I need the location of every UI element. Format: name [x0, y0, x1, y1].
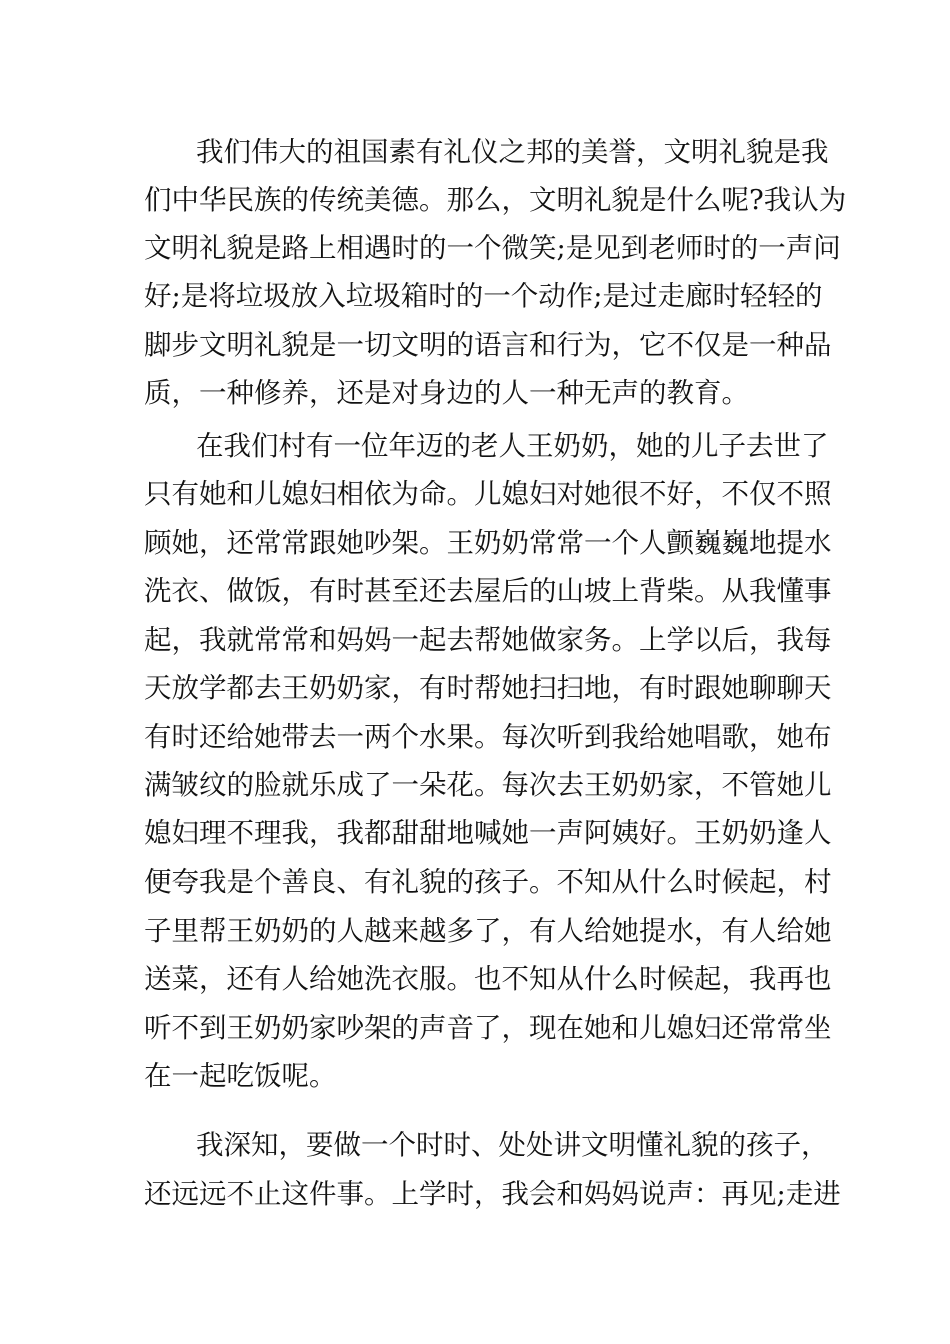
paragraph-2-line-8: 满皱纹的脸就乐成了一朵花。每次去王奶奶家，不管她儿 — [144, 769, 832, 801]
paragraph-2-line-12: 送菜，还有人给她洗衣服。也不知从什么时候起，我再也 — [144, 963, 832, 995]
paragraph-1-line-2: 们中华民族的传统美德。那么，文明礼貌是什么呢?我认为 — [144, 184, 847, 216]
paragraph-2-line-2: 只有她和儿媳妇相依为命。儿媳妇对她很不好，不仅不照 — [144, 478, 832, 510]
paragraph-2-line-9: 媳妇理不理我，我都甜甜地喊她一声阿姨好。王奶奶逢人 — [144, 817, 832, 849]
paragraph-2-line-1: 在我们村有一位年迈的老人王奶奶，她的儿子去世了 — [196, 430, 829, 462]
paragraph-2-line-5: 起，我就常常和妈妈一起去帮她做家务。上学以后，我每 — [144, 624, 832, 656]
paragraph-2-line-10: 便夸我是个善良、有礼貌的孩子。不知从什么时候起，村 — [144, 866, 832, 898]
paragraph-3-line-1: 我深知，要做一个时时、处处讲文明懂礼貌的孩子， — [196, 1129, 829, 1161]
paragraph-2-line-13: 听不到王奶奶家吵架的声音了，现在她和儿媳妇还常常坐 — [144, 1012, 832, 1044]
paragraph-1-line-4: 好;是将垃圾放入垃圾箱时的一个动作;是过走廊时轻轻的 — [144, 280, 823, 312]
paragraph-1-line-3: 文明礼貌是路上相遇时的一个微笑;是见到老师时的一声问 — [144, 232, 841, 264]
paragraph-2-line-6: 天放学都去王奶奶家，有时帮她扫扫地，有时跟她聊聊天 — [144, 672, 832, 704]
paragraph-1-line-1: 我们伟大的祖国素有礼仪之邦的美誉，文明礼貌是我 — [196, 136, 829, 168]
paragraph-2-line-3: 顾她，还常常跟她吵架。王奶奶常常一个人颤巍巍地提水 — [144, 527, 832, 559]
paragraph-1-line-6: 质，一种修养，还是对身边的人一种无声的教育。 — [144, 377, 749, 409]
paragraph-3-line-2: 还远远不止这件事。上学时，我会和妈妈说声：再见;走进 — [144, 1178, 841, 1210]
paragraph-2-line-4: 洗衣、做饭，有时甚至还去屋后的山坡上背柴。从我懂事 — [144, 575, 832, 607]
paragraph-2-line-11: 子里帮王奶奶的人越来越多了，有人给她提水，有人给她 — [144, 915, 832, 947]
paragraph-2-line-7: 有时还给她带去一两个水果。每次听到我给她唱歌，她布 — [144, 721, 832, 753]
paragraph-2-line-14: 在一起吃饭呢。 — [144, 1060, 337, 1092]
paragraph-1-line-5: 脚步文明礼貌是一切文明的语言和行为，它不仅是一种品 — [144, 329, 832, 361]
